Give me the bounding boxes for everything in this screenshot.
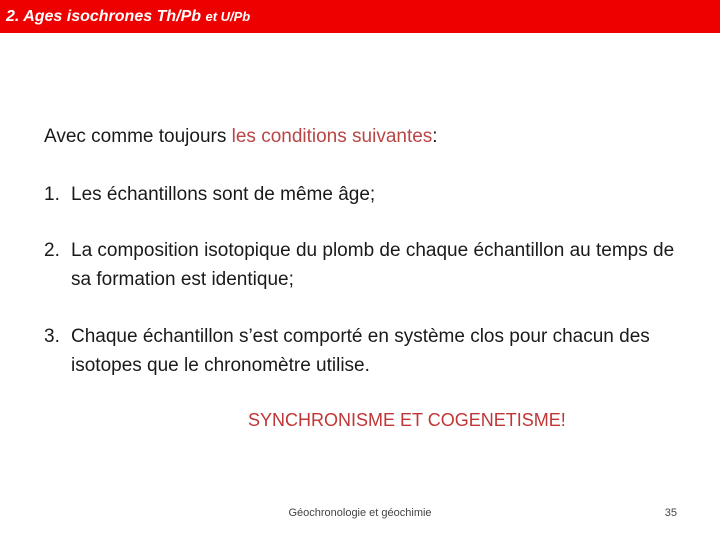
list-item-number: 1. — [44, 184, 60, 205]
page-number: 35 — [664, 507, 677, 519]
conclusion-text: SYNCHRONISME ET COGENETISME! — [248, 410, 566, 430]
list-item-text: Les échantillons sont de même âge; — [71, 184, 376, 205]
list-item-text: Chaque échantillon s’est comporté en système clos pour chacun des isotopes que le chronomètre utilise. — [71, 326, 650, 376]
intro-sentence — [44, 124, 438, 150]
slide-title-bar — [0, 0, 720, 33]
footer-text: Géochronologie et géochimie — [288, 507, 432, 519]
intro-end: : — [432, 126, 438, 147]
intro-highlight: les conditions suivantes — [231, 126, 433, 147]
list-item-number: 3. — [44, 326, 60, 347]
list-item-number: 2. — [44, 240, 60, 261]
list-item-text: La composition isotopique du plomb de chaque échantillon au temps de sa formation est identique; — [71, 240, 675, 290]
slide-title-tail: et U/Pb — [205, 9, 251, 24]
list-item — [44, 236, 684, 294]
list-item — [44, 322, 684, 380]
list-item — [44, 180, 684, 209]
slide-title: 2. Ages isochrones Th/Pb — [6, 8, 202, 25]
intro-start: Avec comme toujours — [44, 126, 232, 147]
